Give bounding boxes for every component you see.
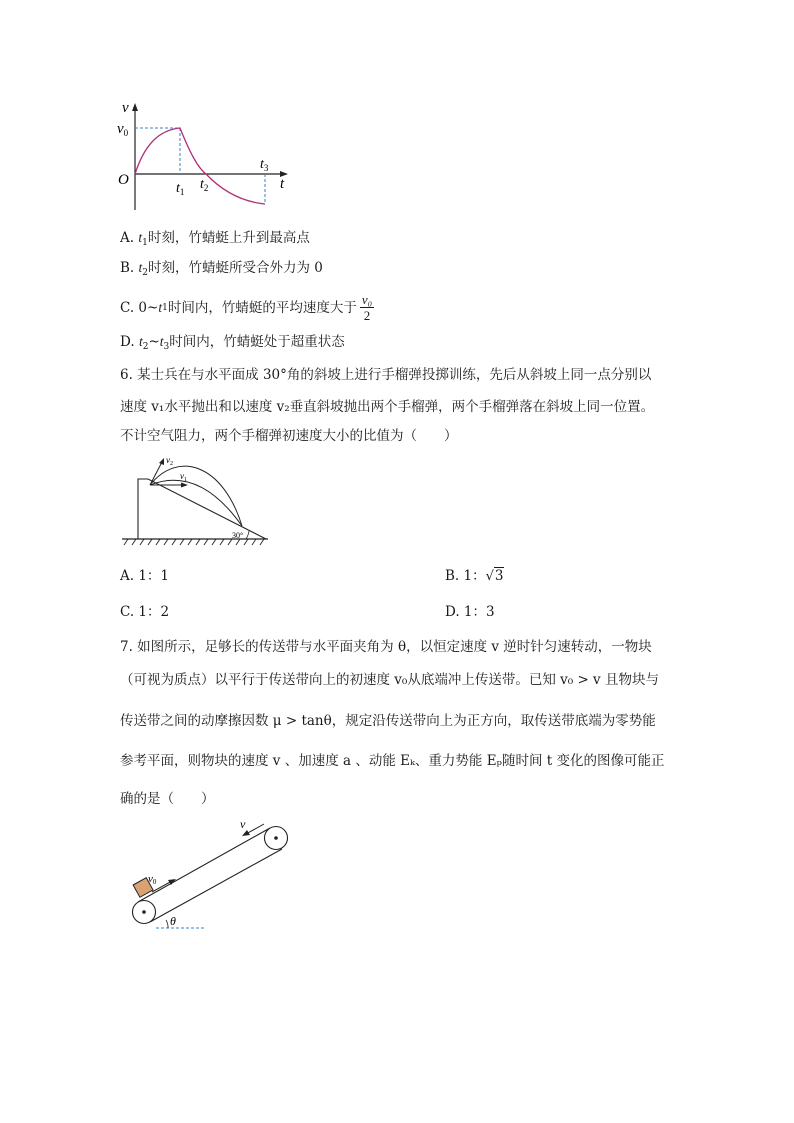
belt-bottom: [150, 849, 282, 922]
q7-line-1: 7. 如图所示，足够长的传送带与水平面夹角为 θ，以恒定速度 v 逆时针匀速转动，一物块: [120, 639, 652, 655]
x-axis-label: t: [280, 176, 285, 192]
conveyor-belt-figure: [124, 816, 294, 936]
angle-arc: [246, 531, 249, 539]
v0-label: $v_0$: [117, 121, 129, 138]
q7-line-2: （可视为质点）以平行于传送带向上的初速度 v₀从底端冲上传送带。已知 v₀ > v 且物块与: [120, 672, 659, 688]
q6-option-a: A. 1：1: [120, 568, 170, 584]
origin-label: O: [118, 172, 129, 188]
t2-label: $t_2$: [200, 177, 209, 193]
velocity-time-graph: [110, 98, 300, 218]
q6-line-2: 速度 v₁水平抛出和以速度 v₂垂直斜坡抛出两个手榴弹，两个手榴弹落在斜坡上同一位置。: [120, 399, 655, 415]
velocity-curve: [135, 128, 265, 204]
q7-line-4: 参考平面，则物块的速度 v 、加速度 a 、动能 Eₖ、重力势能 Eₚ随时间 t 变化的图像可能正: [120, 753, 665, 769]
q5-option-d: D. $t_2\sim t_3$时间内，竹蜻蜓处于超重状态: [120, 334, 345, 352]
q6-option-b: B. 1：√3: [445, 568, 504, 584]
v1-label: $v_1$: [180, 471, 187, 483]
v2-label: $v_2$: [166, 455, 173, 467]
t1-label: $t_1$: [176, 181, 185, 197]
theta-label: θ: [170, 914, 176, 928]
q7-line-3: 传送带之间的动摩擦因数 μ > tanθ，规定沿传送带向上为正方向，取传送带底端为零势能: [120, 713, 656, 729]
y-axis-label: v: [122, 100, 129, 116]
t3-label: $t_3$: [260, 157, 269, 173]
q6-line-1: 6. 某士兵在与水平面成 30°角的斜坡上进行手榴弹投掷训练，先后从斜坡上同一点分别以: [120, 367, 652, 383]
y-axis-arrow: [132, 103, 138, 111]
angle-label: 30°: [232, 531, 244, 540]
belt-top: [138, 828, 270, 902]
q5-option-a: A. $t_1$时刻，竹蜻蜓上升到最高点: [120, 230, 310, 248]
v0-over-2-fraction: $\frac{\text{v₀}}{2}$: [361, 292, 373, 323]
q7-line-5: 确的是（ ）: [120, 791, 215, 807]
trajectory-v2: [150, 466, 242, 526]
v0-label: v0: [148, 873, 157, 886]
q5-option-c: C. 0~ t 1 时间内，竹蜻蜓的平均速度大于 $\frac{\text{v₀}}{2}$: [120, 292, 373, 323]
q6-option-d: D. 1：3: [445, 604, 495, 620]
sqrt-symbol: √: [485, 569, 494, 584]
v-label: v: [240, 817, 246, 831]
slope-projectile-figure: [118, 452, 273, 548]
q5-option-b: B. $t_2$时刻，竹蜻蜓所受合外力为 0: [120, 260, 323, 278]
theta-arc: [166, 920, 168, 928]
q6-option-c: C. 1：2: [120, 604, 170, 620]
q6-line-3: 不计空气阻力，两个手榴弹初速度大小的比值为（ ）: [120, 428, 458, 444]
